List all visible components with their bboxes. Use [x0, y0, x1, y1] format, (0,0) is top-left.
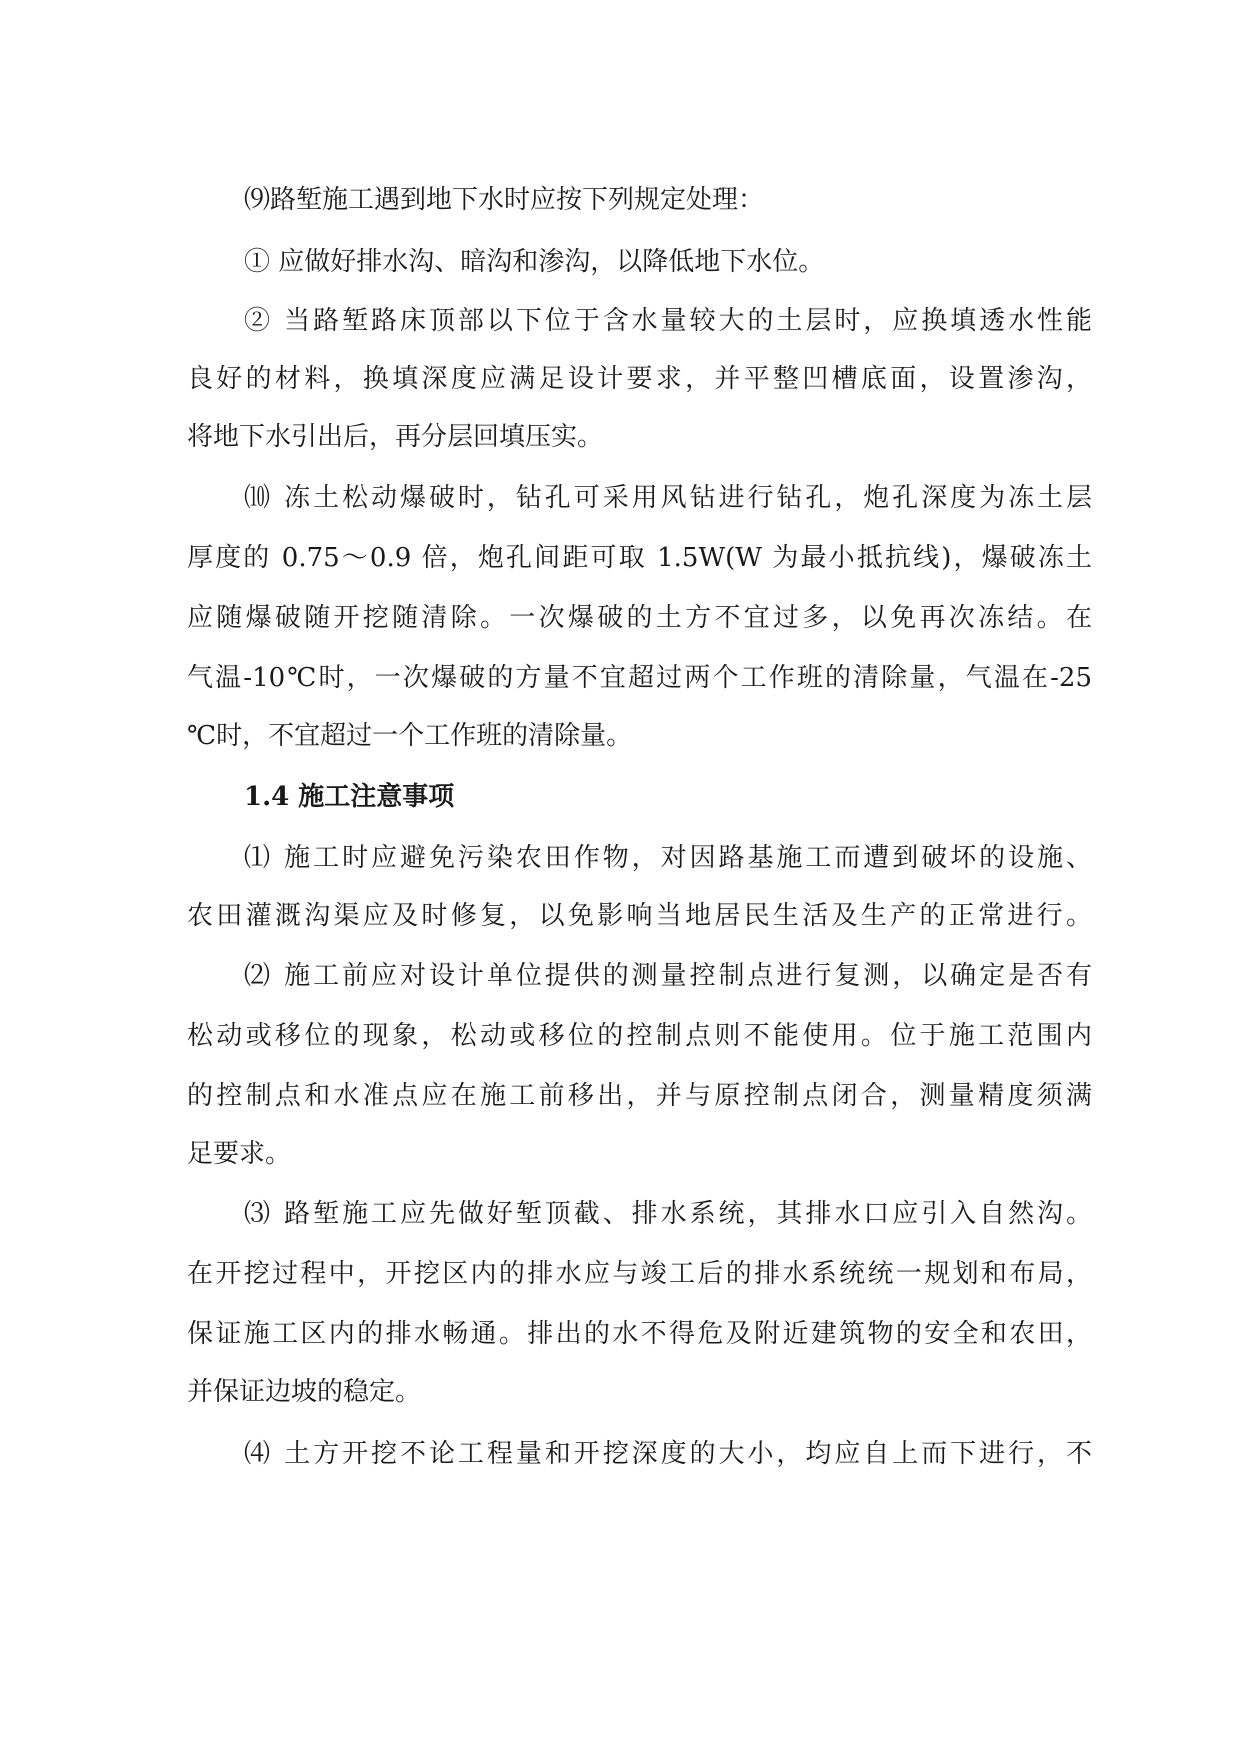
section-heading: 1.4 施工注意事项 — [244, 782, 455, 812]
text-line: 将地下水引出后，再分层回填压实。 — [187, 422, 604, 452]
text-line: ② 当路堑路床顶部以下位于含水量较大的土层时，应换填透水性能 — [244, 306, 1092, 336]
text-line: 农田灌溉沟渠应及时修复，以免影响当地居民生活及生产的正常进行。 — [187, 901, 1092, 931]
text-line: 应随爆破随开挖随清除。一次爆破的土方不宜过多，以免再次冻结。在 — [187, 603, 1092, 633]
text-line: 松动或移位的现象，松动或移位的控制点则不能使用。位于施工范围内 — [187, 1021, 1092, 1051]
text-line: 良好的材料，换填深度应满足设计要求，并平整凹槽底面，设置渗沟， — [187, 364, 1092, 394]
text-line: ⑴ 施工时应避免污染农田作物，对因路基施工而遭到破坏的设施、 — [244, 843, 1092, 873]
text-line: ⑵ 施工前应对设计单位提供的测量控制点进行复测，以确定是否有 — [244, 961, 1092, 991]
text-line: 保证施工区内的排水畅通。排出的水不得危及附近建筑物的安全和农田， — [187, 1319, 1092, 1349]
text-line: ⑶ 路堑施工应先做好堑顶截、排水系统，其排水口应引入自然沟。 — [244, 1199, 1092, 1229]
text-line: 气温-10℃时，一次爆破的方量不宜超过两个工作班的清除量，气温在-25 — [187, 663, 1092, 693]
text-line: ① 应做好排水沟、暗沟和渗沟，以降低地下水位。 — [244, 247, 825, 277]
text-line: 并保证边坡的稳定。 — [187, 1377, 422, 1407]
text-line: ℃时，不宜超过一个工作班的清除量。 — [187, 721, 633, 751]
text-line: ⑼路堑施工遇到地下水时应按下列规定处理： — [244, 185, 765, 215]
text-line: 的控制点和水准点应在施工前移出，并与原控制点闭合，测量精度须满 — [187, 1081, 1092, 1111]
text-line: ⑽ 冻土松动爆破时，钻孔可采用风钻进行钻孔，炮孔深度为冻土层 — [244, 483, 1092, 513]
text-line: ⑷ 土方开挖不论工程量和开挖深度的大小，均应自上而下进行，不 — [244, 1439, 1092, 1469]
text-line: 在开挖过程中，开挖区内的排水应与竣工后的排水系统统一规划和布局， — [187, 1259, 1092, 1289]
text-line: 厚度的 0.75～0.9 倍，炮孔间距可取 1.5W(W 为最小抵抗线)，爆破冻土 — [187, 543, 1092, 573]
text-line: 足要求。 — [187, 1139, 292, 1169]
